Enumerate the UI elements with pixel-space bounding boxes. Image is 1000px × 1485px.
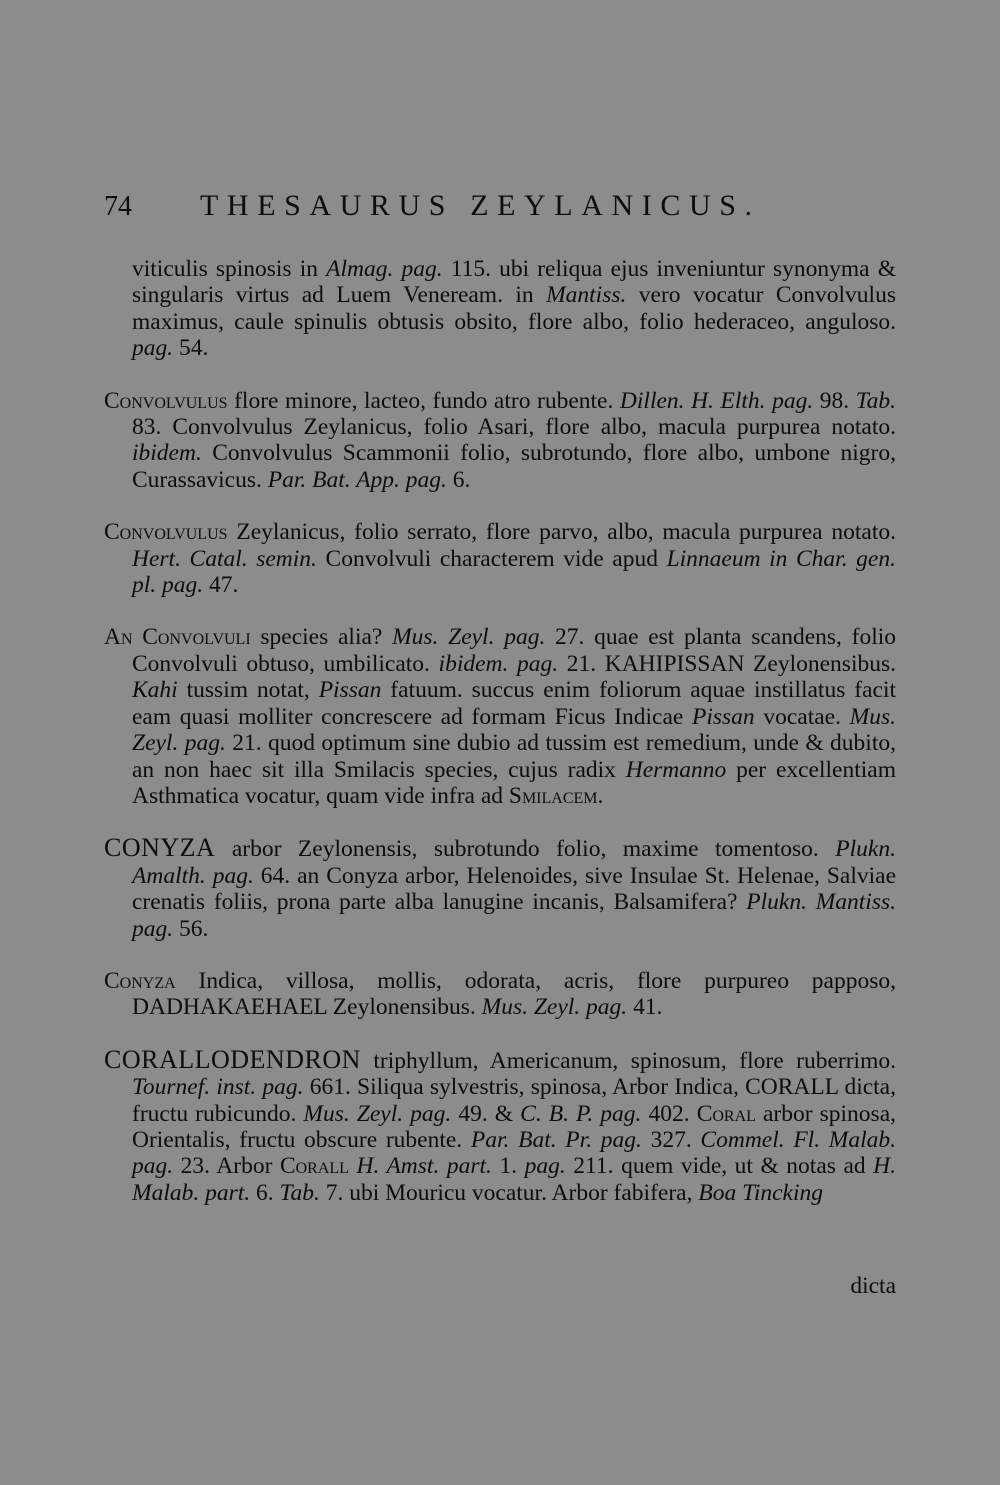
italic-reference: Par. Bat. Pr. pag. — [470, 1126, 642, 1153]
italic-reference: Hert. Catal. semin. — [132, 545, 317, 572]
italic-reference: Pissan — [691, 703, 755, 730]
italic-reference: Mus. Zeyl. pag. — [392, 624, 546, 651]
text-run: 1. — [491, 1153, 525, 1180]
text-run: tussim notat, — [177, 677, 319, 704]
text-run: 402. — [641, 1100, 697, 1127]
text-run: Convolvuli characterem vide apud — [316, 545, 667, 572]
italic-reference: Almag. pag. — [326, 256, 443, 282]
italic-reference: Commel. Fl. Malab. pag. — [132, 1126, 897, 1180]
italic-reference: Kahi — [132, 677, 178, 704]
entry-paragraph — [104, 624, 896, 809]
text-run: 49. & — [451, 1100, 521, 1127]
italic-reference: Mantiss. — [546, 282, 627, 309]
text-run: 211. quem vide, ut & notas ad — [565, 1153, 874, 1180]
text-run: arbor Zeylonensis, subrotundo folio, maxime tomentoso. — [215, 836, 836, 863]
text-run: arbor spinosa, Orientalis, fructu obscure rubente. — [132, 1100, 896, 1153]
page-header — [104, 186, 824, 227]
italic-reference: pag. — [132, 335, 174, 362]
italic-reference: Mus. Zeyl. pag. — [481, 994, 628, 1021]
headword: CONYZA — [104, 833, 216, 863]
italic-reference: Tournef. inst. pag. — [132, 1074, 304, 1101]
running-title: THESAURUS ZEYLANICUS. — [200, 189, 761, 222]
italic-reference: Plukn. Amalth. pag. — [132, 836, 896, 889]
headword: Convolvulus — [104, 519, 228, 546]
text-run: 21. quod optimum sine dubio ad tussim est remedium, unde & dubito, an non haec sit illa Smilacis species, cujus radix — [132, 730, 896, 783]
text-run: 6. — [250, 1179, 280, 1206]
text-run: vocatae. — [754, 703, 850, 730]
italic-reference: Linnaeum in Char. gen. pl. pag. — [132, 545, 896, 599]
entry-paragraph — [104, 968, 896, 1021]
headword: Smilacem. — [508, 782, 604, 809]
italic-reference: Par. Bat. App. pag. — [267, 466, 447, 493]
text-run: vero vocatur Convolvulus maximus, caule spinulis obtusis obsito, flore albo, folio hederaceo, anguloso. — [132, 282, 896, 335]
text-run: 661. Siliqua sylvestris, spinosa, Arbor Indica, CORALL dicta, fructu rubicundo. — [132, 1074, 896, 1127]
italic-reference: Tab. — [279, 1179, 320, 1206]
text-run: 54. — [173, 335, 209, 362]
headword: Coral — [696, 1100, 756, 1127]
headword: CORALLODENDRON — [104, 1044, 361, 1074]
italic-reference: Tab. — [855, 387, 897, 414]
text-run: 41. — [627, 994, 663, 1021]
text-run: 327. — [641, 1126, 701, 1153]
catchword: dicta — [850, 1273, 896, 1299]
text-run: triphyllum, Americanum, spinosum, flore ruberrimo. — [360, 1047, 896, 1074]
text-run: 98. — [813, 387, 856, 414]
italic-reference: Hermanno — [625, 756, 727, 783]
italic-reference: H. Amst. part. — [356, 1153, 492, 1180]
headword: An Convolvuli — [104, 624, 251, 651]
italic-reference: Mus. Zeyl. pag. — [132, 703, 896, 757]
text-run: 6. — [446, 466, 471, 493]
text-run: fatuum. succus enim foliorum aquae instillatus facit eam quasi molliter concrescere ad formam Ficus Indicae — [132, 677, 897, 730]
italic-reference: Boa Tincking — [698, 1179, 824, 1206]
text-run: 64. an Conyza arbor, Helenoides, sive Insulae St. Helenae, Salviae crenatis foliis, prona parte alba lanugine incanis, Balsamifera? — [132, 862, 896, 916]
text-run: 21. KAHIPISSAN Zeylonensibus. — [558, 650, 896, 677]
text-run — [349, 1153, 357, 1179]
text-run: 115. ubi reliqua ejus inveniuntur synonyma & singularis virtus ad Luem Veneream. in — [132, 256, 897, 309]
italic-reference: Plukn. Mantiss. pag. — [132, 889, 896, 942]
entry-paragraph — [104, 256, 896, 362]
text-run: 7. ubi Mouricu vocatur. Arbor fabifera, — [319, 1179, 699, 1206]
text-run: 23. Arbor — [173, 1153, 280, 1180]
headword: Convolvulus — [104, 387, 228, 414]
page-number: 74 — [104, 191, 132, 222]
text-run: 56. — [173, 915, 209, 942]
text-run: 47. — [203, 572, 239, 599]
italic-reference: H. Malab. part. — [132, 1153, 897, 1206]
body-text — [104, 256, 896, 1232]
text-run: Zeylanicus, folio serrato, flore parvo, albo, macula purpurea notato. — [227, 519, 896, 546]
text-run: flore minore, lacteo, fundo atro rubente. — [227, 387, 620, 414]
text-run: 83. Convolvulus Zeylanicus, folio Asari, flore albo, macula purpurea notato. — [132, 414, 896, 441]
headword: Corall — [279, 1153, 349, 1180]
text-run: 27. quae est planta scandens, folio Convolvuli obtuso, umbilicato. — [132, 624, 897, 677]
entry-paragraph — [104, 1044, 897, 1206]
italic-reference: ibidem. — [132, 440, 202, 467]
italic-reference: Mus. Zeyl. pag. — [303, 1100, 452, 1127]
italic-reference: Dillen. H. Elth. pag. — [619, 387, 814, 414]
italic-reference: pag. — [524, 1153, 566, 1180]
text-run: Indica, villosa, mollis, odorata, acris, flore purpureo papposo, DADHAKAEHAEL Zeylonensibus. — [132, 967, 896, 1021]
entry-paragraph — [104, 519, 896, 598]
headword: Conyza — [104, 967, 176, 994]
italic-reference: Pissan — [318, 677, 382, 704]
text-run: per excellentiam Asthmatica vocatur, quam vide infra ad — [132, 756, 896, 809]
italic-reference: ibidem. pag. — [438, 650, 559, 677]
text-run: species alia? — [250, 624, 393, 651]
entry-paragraph — [104, 388, 896, 494]
entry-paragraph — [104, 835, 896, 942]
text-run: viticulis spinosis in — [132, 256, 327, 282]
text-run: Convolvulus Scammonii folio, subrotundo, flore albo, umbone nigro, Curassavicus. — [132, 440, 896, 493]
italic-reference: C. B. P. pag. — [520, 1100, 642, 1127]
